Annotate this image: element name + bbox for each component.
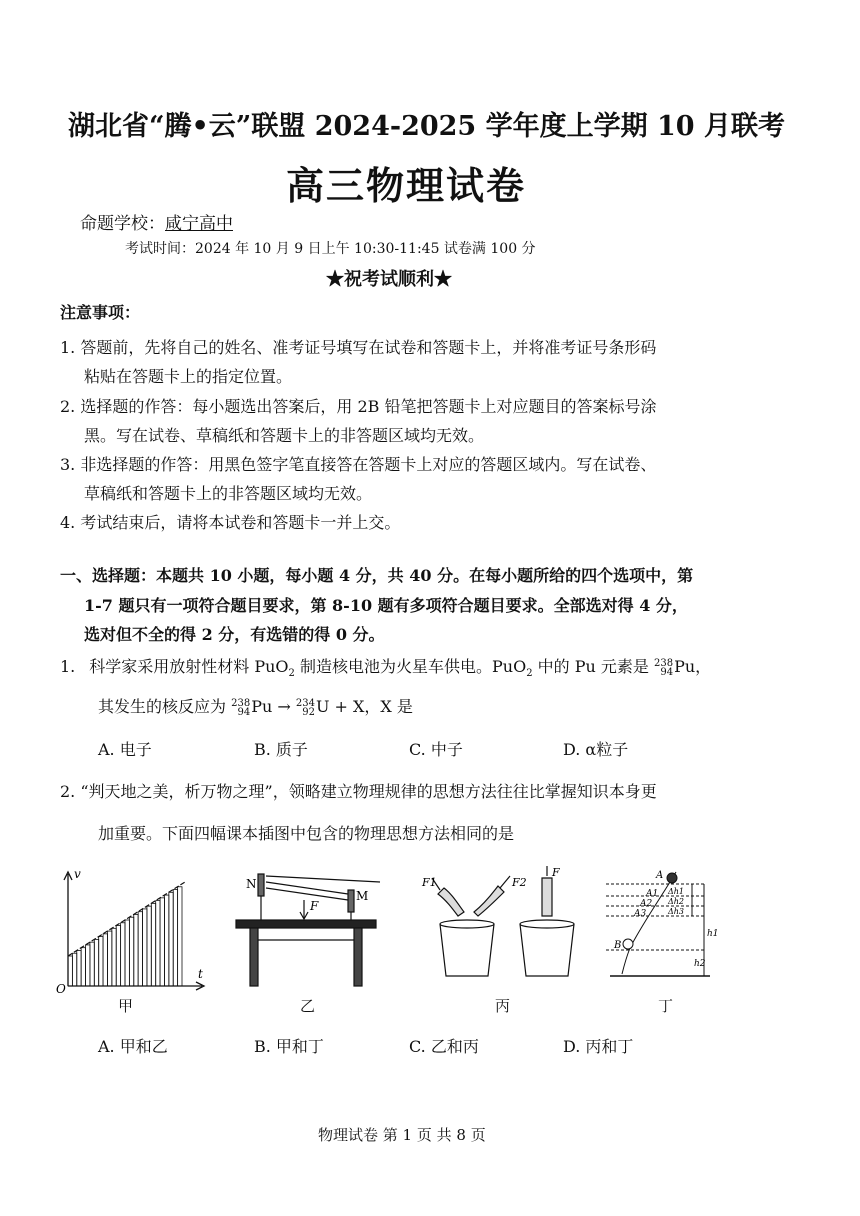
q1-option-b: B. 质子 bbox=[254, 740, 308, 759]
reaction-u-symbol: U + X，X 是 bbox=[315, 697, 413, 716]
bing-hand-left bbox=[438, 888, 464, 916]
notes-heading: 注意事项： bbox=[60, 303, 141, 322]
jia-step-bar bbox=[90, 942, 94, 986]
school-label: 命题学校： bbox=[80, 214, 165, 234]
yi-table-top bbox=[236, 920, 376, 928]
jia-step-bar bbox=[94, 939, 98, 986]
ding-h2-label: h2 bbox=[694, 959, 706, 969]
reaction-u-z: 92 bbox=[302, 706, 315, 718]
q2-line-1: 2. “判天地之美，析万物之理”，领略建立物理规律的思想方法往往比掌握知识本身更 bbox=[60, 782, 657, 801]
yi-n-label: N bbox=[246, 877, 257, 891]
jia-step-bar bbox=[138, 912, 142, 986]
jia-step-bar bbox=[143, 909, 147, 986]
school-name: 咸宁高中 bbox=[165, 214, 233, 234]
reaction-pu-z: 94 bbox=[237, 706, 251, 718]
exam-header-title: 湖北省“腾•云”联盟 2024-2025 学年度上学期 10 月联考 bbox=[68, 111, 785, 142]
jia-step-bar bbox=[99, 937, 103, 986]
jia-step-bar bbox=[156, 901, 160, 986]
q1-line2-text: 其发生的核反应为 bbox=[98, 697, 232, 716]
note-1-line-1: 1. 答题前，先将自己的姓名、准考证号填写在试卷和答题卡上，并将准考证号条形码 bbox=[60, 338, 657, 357]
ding-a3-label: A3 bbox=[634, 909, 647, 919]
section-1-line-3: 选对但不全的得 2 分，有选错的得 0 分。 bbox=[84, 625, 385, 644]
note-3-line-1: 3. 非选择题的作答：用黑色签字笔直接答在答题卡上对应的答题区域内。写在试卷、 bbox=[60, 455, 657, 474]
exam-info: 考试时间：2024 年 10 月 9 日上午 10:30-11:45 试卷满 100 分 bbox=[125, 241, 536, 257]
pu-nuclide-numbers bbox=[654, 659, 673, 677]
jia-step-bar bbox=[107, 931, 111, 986]
yi-light-path-2 bbox=[266, 882, 348, 894]
jia-step-bar bbox=[173, 890, 177, 986]
ding-b-label: B bbox=[614, 940, 622, 951]
jia-v-label: v bbox=[74, 867, 81, 881]
jia-step-bar bbox=[151, 903, 155, 986]
ding-a-label: A bbox=[656, 870, 664, 881]
reaction-u-mass: 234 bbox=[295, 697, 315, 709]
section-1-line-2: 1-7 题只有一项符合题目要求，第 8-10 题有多项符合题目要求。全部选对得 4 分， bbox=[84, 596, 688, 615]
jia-step-bar bbox=[103, 934, 107, 986]
q2-option-a: A. 甲和乙 bbox=[98, 1037, 168, 1056]
q1-line-2 bbox=[98, 694, 413, 717]
yi-f-label: F bbox=[310, 899, 319, 913]
q1-sub-a: 2 bbox=[288, 668, 295, 680]
jia-step-bar bbox=[164, 895, 168, 986]
reaction-pu-numbers bbox=[231, 699, 250, 717]
figure-jia-caption: 甲 bbox=[118, 997, 134, 1015]
q1-option-a: A. 电子 bbox=[98, 740, 152, 759]
jia-step-bar bbox=[68, 956, 72, 986]
q1-text-c: 中的 Pu 元素是 bbox=[532, 657, 654, 676]
note-3-line-2: 草稿纸和答题卡上的非答题区域均无效。 bbox=[84, 484, 373, 503]
pu-mass-number: 238 bbox=[654, 657, 674, 669]
q1-text-b: 制造核电池为火星车供电。PuO bbox=[294, 657, 527, 676]
jia-step-bar bbox=[121, 923, 125, 986]
jia-step-bar bbox=[178, 887, 182, 986]
note-4-line-1: 4. 考试结束后，请将本试卷和答题卡一并上交。 bbox=[60, 513, 401, 532]
q1-sub-b: 2 bbox=[526, 668, 533, 680]
figure-bing-caption: 丙 bbox=[495, 997, 511, 1015]
jia-step-bar bbox=[77, 950, 81, 986]
note-2-line-2: 黑。写在试卷、草稿纸和答题卡上的非答题区域均无效。 bbox=[84, 426, 485, 445]
pu-atomic-number: 94 bbox=[660, 666, 674, 678]
note-2-line-1: 2. 选择题的作答：每小题选出答案后，用 2B 铅笔把答题卡上对应题目的答案标号涂 bbox=[60, 397, 657, 416]
subject-title: 高三物理试卷 bbox=[286, 163, 527, 208]
ding-ball-b bbox=[623, 939, 633, 949]
q2-option-d: D. 丙和丁 bbox=[563, 1037, 634, 1056]
figure-yi-mirror-apparatus bbox=[230, 860, 385, 990]
bing-bucket-right bbox=[520, 924, 574, 976]
jia-step-bars bbox=[68, 887, 182, 986]
jia-step-bar bbox=[81, 948, 85, 986]
q2-option-b: B. 甲和丁 bbox=[254, 1037, 324, 1056]
bing-hand-middle bbox=[474, 886, 504, 916]
yi-light-path-3 bbox=[266, 888, 348, 900]
good-luck-banner: ★祝考试顺利★ bbox=[326, 269, 452, 290]
yi-table-leg-right bbox=[354, 928, 362, 986]
bing-f-label: F bbox=[552, 866, 560, 879]
figure-ding-curve-heights bbox=[606, 866, 726, 986]
yi-mirror-n bbox=[258, 874, 264, 896]
reaction-pu-mass: 238 bbox=[231, 697, 251, 709]
jia-step-bar bbox=[112, 928, 116, 986]
jia-step-bar bbox=[125, 920, 129, 986]
jia-step-bar bbox=[169, 892, 173, 986]
reaction-pu-symbol: Pu → bbox=[251, 697, 296, 716]
yi-mirror-m bbox=[348, 890, 354, 912]
bing-f2-label: F2 bbox=[512, 876, 527, 889]
q2-option-c: C. 乙和丙 bbox=[409, 1037, 479, 1056]
page-footer: 物理试卷 第 1 页 共 8 页 bbox=[318, 1126, 486, 1144]
ding-h1-label: h1 bbox=[707, 929, 719, 939]
bing-bucket-left bbox=[440, 924, 494, 976]
jia-step-bar bbox=[134, 914, 138, 986]
figure-bing-force-buckets bbox=[418, 864, 578, 989]
note-1-line-2: 粘贴在答题卡上的指定位置。 bbox=[84, 367, 293, 386]
figure-ding-caption: 丁 bbox=[658, 997, 674, 1015]
q2-line-2: 加重要。下面四幅课本插图中包含的物理思想方法相同的是 bbox=[98, 824, 515, 843]
q1-option-c: C. 中子 bbox=[409, 740, 463, 759]
ding-dh3-label: Δh3 bbox=[668, 907, 685, 916]
q1-option-d: D. α粒子 bbox=[563, 740, 629, 759]
ding-dh2-label: Δh2 bbox=[668, 897, 685, 906]
jia-step-bar bbox=[129, 917, 133, 986]
q1-text-a: 科学家采用放射性材料 PuO bbox=[89, 657, 289, 676]
section-1-line-1: 一、选择题：本题共 10 小题，每小题 4 分，共 40 分。在每小题所给的四个选项中，第 bbox=[60, 566, 694, 585]
ding-a2-label: A2 bbox=[640, 899, 653, 909]
q1-number: 1. bbox=[60, 657, 76, 676]
yi-table-leg-left bbox=[250, 928, 258, 986]
bing-f2-arrow bbox=[500, 876, 510, 888]
bing-hand-right bbox=[542, 878, 552, 916]
figure-jia-vt-graph bbox=[52, 864, 212, 994]
yi-light-path-1 bbox=[266, 876, 380, 882]
reaction-u-numbers bbox=[296, 699, 315, 717]
pu-symbol: Pu， bbox=[674, 657, 712, 676]
ding-ball-a bbox=[667, 873, 677, 883]
bing-f1-label: F1 bbox=[422, 876, 437, 889]
jia-step-bar bbox=[86, 945, 90, 986]
ding-a1-label: A1 bbox=[646, 889, 659, 899]
jia-step-bar bbox=[160, 898, 164, 986]
yi-m-label: M bbox=[356, 889, 369, 903]
jia-origin-label: O bbox=[56, 982, 66, 994]
ding-dh1-label: Δh1 bbox=[668, 887, 685, 896]
school-line bbox=[80, 209, 233, 234]
jia-step-bar bbox=[72, 953, 76, 986]
jia-step-bar bbox=[147, 906, 151, 986]
figure-yi-caption: 乙 bbox=[300, 997, 316, 1015]
jia-t-label: t bbox=[198, 967, 203, 981]
q1-line-1 bbox=[60, 654, 711, 679]
jia-step-bar bbox=[116, 926, 120, 986]
